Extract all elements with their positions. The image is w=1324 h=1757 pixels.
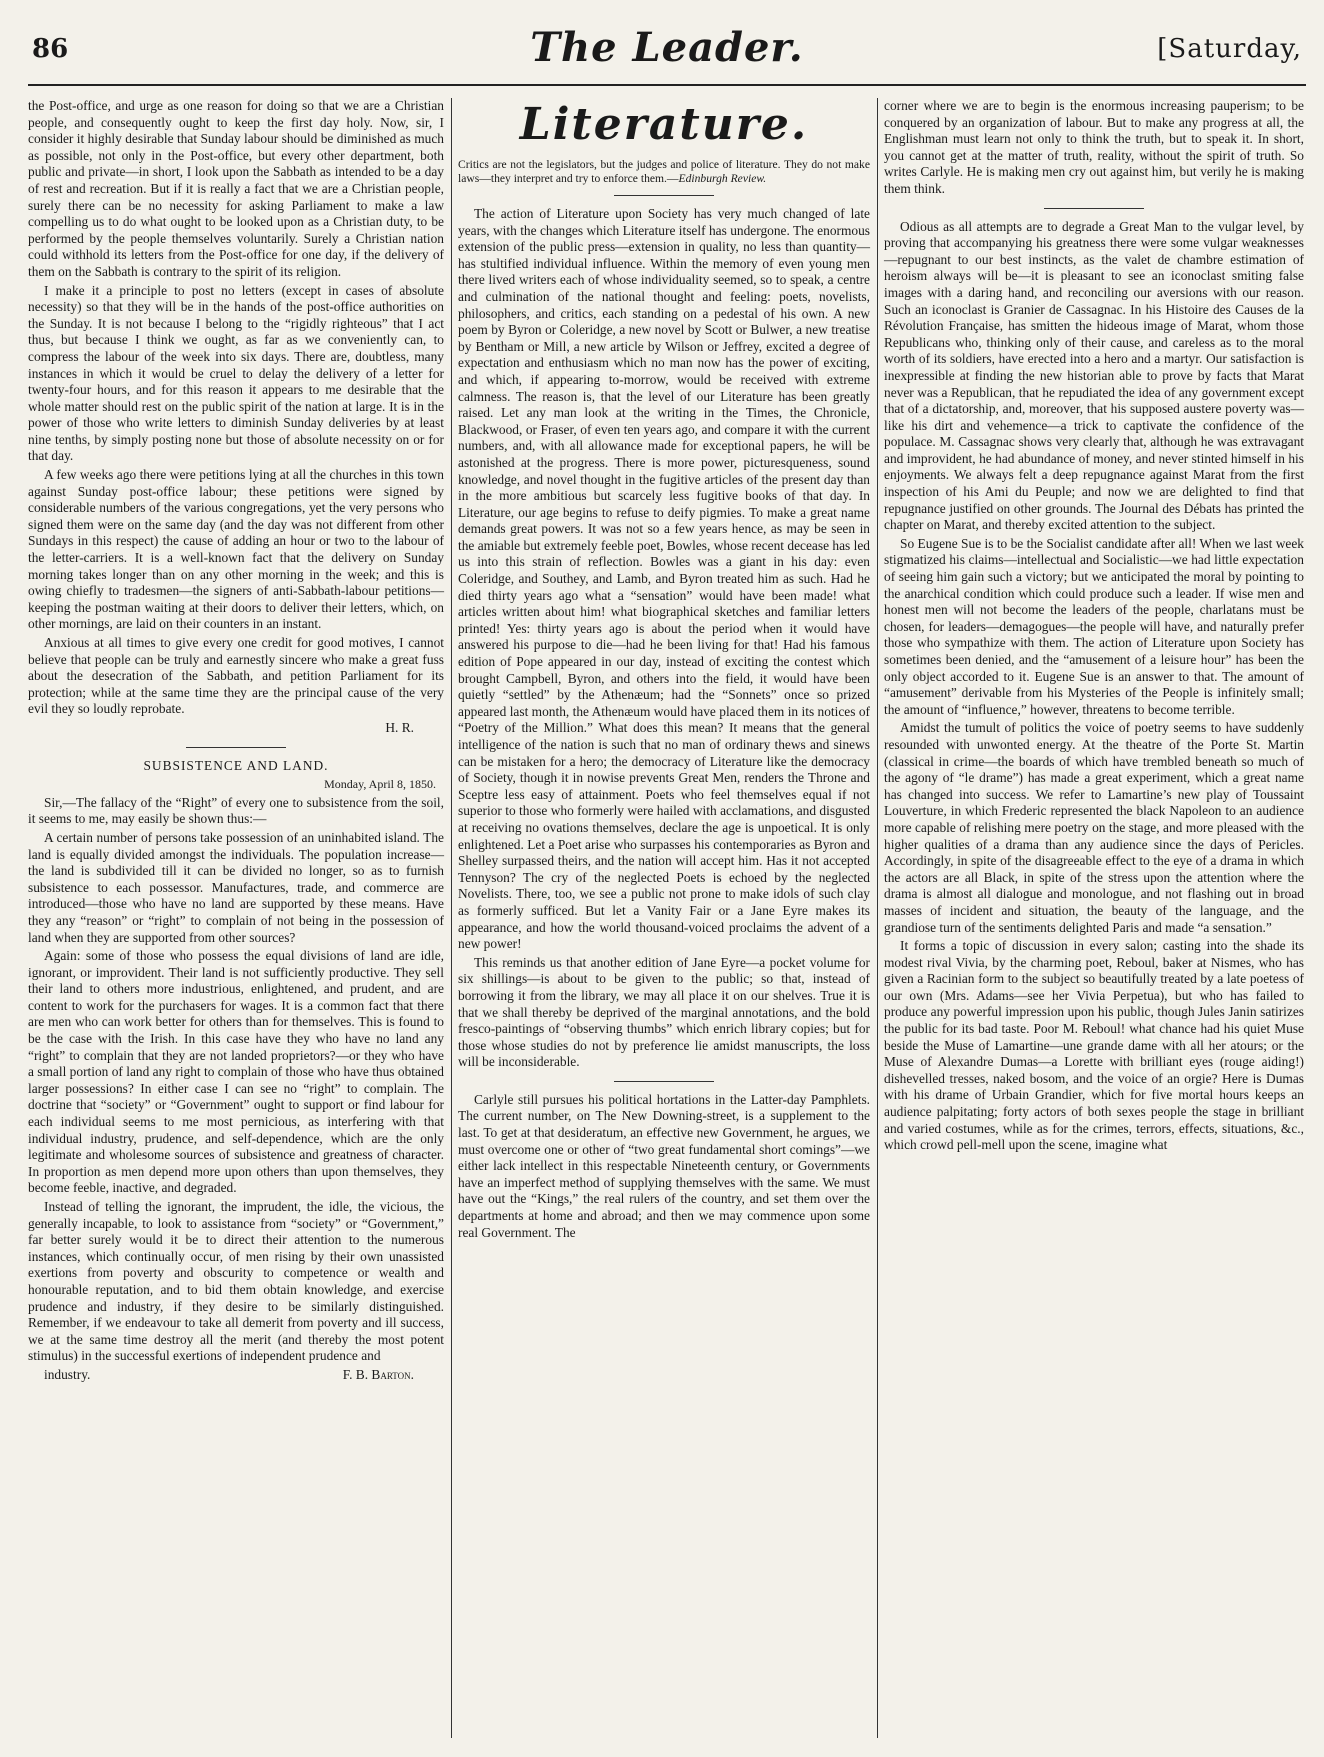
article-paragraph: Carlyle still pursues his political hortations in the Latter-day Pamphlets. The current number, on The New Downing-street, is a supplement to the last. To get at that desideratum, an effective new Government, he argues, we must overcome one or other of “two great fundamental short comings”—we either lack intellect in this respectable Nineteenth century, or Governments have an imperfect method of supplying themselves with the same. We must have out the “Kings,” the real rulers of the country, and set them over the departments at home and abroad; and then we may commence upon some real Government. The [458,1091,870,1240]
letter-paragraph: Sir,—The fallacy of the “Right” of every one to subsistence from the soil, it seems to me, may easily be shown thus:— [28,794,444,827]
signature-hr: H. R. [385,719,414,735]
article-paragraph: Amidst the tumult of politics the voice of poetry seems to have suddenly resounded with unwonted energy. At the theatre of the Porte St. Martin (classical in crime—the boards of which have trembled beneath so much of the agony of “le drame”) has made a great experiment, which a great name has changed into success. We refer to Lamartine’s new play of Toussaint Louverture, in which Frederic represented the black Napoleon to an audience more capable of relishing mere poetry on the stage, and more pleased with the higher qualities of a drama than any audience since the days of Pericles. Accordingly, in spite of the disagreeable effect to the eye of a drama in which the actors are all Black, in spite of the stress upon the attention where the drama is almost all dialogue and monologue, and not flashing out in broad masses of incident and situation, the beauty of the language, and the grandiose turn of the sentiments delighted Paris and made “a sensation.” [884,720,1304,935]
letter-paragraph: A few weeks ago there were petitions lying at all the churches in this town against Sunday post-office labour; these petitions were signed by considerable numbers of the various congregations, yet the very persons who signed them were on the same day (and the day was not different from other Sundays in this respect) the cause of adding an hour or two to the labour of the letter-carriers. It is a well-known fact that the delivery on Sunday morning takes longer than on any other morning in the week; and this is owing chiefly to tradesmen—the signers of anti-Sabbath-labour petitions—keeping the postman waiting at their doors to deliver their letters, which, on other mornings, are laid on their counters in an instant. [28,467,444,632]
epigraph-text: Critics are not the legislators, but the judges and police of literature. They do not make laws—they interpret and try to enforce them.— [458,158,870,185]
article-paragraph: So Eugene Sue is to be the Socialist candidate after all! When we last week stigmatized his claims—intellectual and Socialistic—we had little expectation of seeing him gain such a victory; but we anticipated the moral by pointing to the anarchical condition which could produce such a leader. If wise men and honest men will not become the leaders of the people, charlatans must be chosen, for leaders—demagogues—the people will have, and naturally prefer those who sympathize with them. The action of Literature upon Society has sometimes been denied, and the “amusement of a leisure hour” has been the only object accorded to it. Eugene Sue is an answer to that. The amount of “amusement” derivable from his Mysteries of the People is infinitely small; the amount of “influence,” however, threatens to become terrible. [884,535,1304,717]
closing-word: industry. [44,1366,91,1382]
article-paragraph: Odious as all attempts are to degrade a Great Man to the vulgar level, by proving that accompanying his greatness there were some vulgar weaknesses—repugnant to our best instincts, as the valet de chambre estimation of heroism always will be—it is pleasant to see an iconoclast smiting false images with a daring hand, and reconciling our aversions with our reason. Such an iconoclast is Granier de Cassagnac. In his Histoire des Causes de la Révolution Française, has smitten the hideous image of Marat, whom those Republicans who, thinking only of their cause, and careless as to the moral worth of its soldiers, have erected into a hero and a martyr. Our satisfaction is inexpressible at finding the new historian able to prove by facts that Marat never was a Republican, that he repudiated the idea of any government except that of a dictatorship, and, moreover, that his supposed austere poverty was—like his dirt and vehemence—a trick to captivate the confidence of the populace. M. Cassagnac shows very clearly that, although he was extravagant and improvident, he had abundance of money, and never stinted himself in his enjoyments. We always felt a deep repugnance against Marat from the first inspection of his Ami du Peuple; and now we are delighted to find that repugnance justified on other grounds. The Journal des Débats has printed the chapter on Marat, and thereby excited attention to the subject. [884,218,1304,533]
column-3 [884,98,1304,1156]
section-rule [186,747,286,748]
epigraph-source: Edinburgh Review. [678,171,767,185]
column-divider [877,98,878,1738]
letter-paragraph: the Post-office, and urge as one reason for doing so that we are a Christian people, and consequently ought to keep the first day holy. Now, sir, I consider it highly desirable that Sunday labour should be diminished as much as possible, not only in the Post-office, but every other department, both public and private—in short, I look upon the Sabbath as intended to be a day of rest and recreation. But if it is really a fact that we are a Christian people, surely there can be no necessity for asking Parliament to make a law compelling us to do what ought to be looked upon as a Christian duty, to be performed by the people themselves voluntarily. Surely a Christian nation could withhold its letters from the Post-office for one day, if the delivery of them on the Sabbath is contrary to the spirit of its religion. [28,98,444,279]
literature-section-title: Literature. [519,99,809,150]
section-rule [614,195,714,196]
letter-paragraph: Instead of telling the ignorant, the imprudent, the idle, the vicious, the generally incapable, to look to assistance from “society” or “Government,” far better surely would it be to direct their attention to the numerous instances, which continually occur, of men rising by their own unassisted exertions from poverty and obscurity to competence or wealth and honourable reputation, and to bid them obtain knowledge, and exercise prudence and industry, if they desire to be similarly distinguished. Remember, if we endeavour to take all demerit from poverty and ill success, we at the same time destroy all the merit (and thereby the most potent stimulus) in the successful exertions of independent prudence and [28,1199,444,1364]
issue-day: [Saturday, [1157,34,1302,64]
letter-dateline: Monday, April 8, 1850. [324,777,436,792]
letter-heading: SUBSISTENCE AND LAND. [143,757,329,773]
article-paragraph: The action of Literature upon Society has very much changed of late years, with the changes which Literature itself has undergone. The enormous extension of the public press—extension in quality, no less than quantity—has stultified individual influence. Within the memory of even young men there lived writers each of whose individuality seemed, so to speak, a centre and culmination of the national thought and feeling: poets, novelists, philosophers, and critics, each standing on a pedestal of his own. A new poem by Byron or Coleridge, a new novel by Scott or Bulwer, a new treatise by Bentham or Mill, a new article by Wilson or Jeffrey, excited a degree of expectation and enthusiasm which no man now has the power of exciting, and which, if appearing to-morrow, would be received with extreme calmness. The reason is, that the level of our Literature has been greatly raised. Let any man look at the writing in the Times, the Chronicle, Blackwood, or Fraser, of even ten years ago, and compare it with the current numbers, and, with all allowance made for exceptional papers, he will be astonished at the progress. There is more power, picturesqueness, sound knowledge, and novel thought in the fugitive articles of the present day than in the more ambitious but scarcely less fugitive books of that day. In Literature, our age begins to refuse to deify pigmies. To make a great name demands great powers. It was not so a few years hence, as may be seen in the amiable but extremely feeble poet, Bowles, whose recent decease has led us into this strain of reflection. Bowles was a giant in his day: even Coleridge, and Southey, and Lamb, and Byron treated him as such. Had he died thirty years ago what a “sensation” would have been made! what articles written about him! what biographical sketches and familiar letters printed! Yes: thirty years ago is about the period when it would have answered his purpose to die—had he been living for that! Had his famous edition of Pope appeared in our day, instead of exciting the contest which brought Campbell, Byron, and others into the field, it would have been quietly “settled” by the Athenæum; had the “Sonnets” once so prized appeared last month, the Athenæum would have placed them in its notices of “Poetry of the Million.” What does this mean? It means that the general intelligence of the nation is such that no man of ordinary thews and sinews can be mistaken for a hero; the democracy of Literature like the democracy of Society, though it in nowise prevents Great Men, renders the Throne and Sceptre less easy of attainment. Poets who feel themselves equal if not superior to those who formerly were hailed with acclamations, and disgusted at receiving no ovations themselves, declare the age is unpoetical. It is only enlightened. Let a Poet arise who surpasses his contemporaries as Byron and Shelley surpassed theirs, and the nation will accept him. Has it not accepted Tennyson? The cry of the neglected Poets is echoed by the neglected Novelists. There, too, we see a public not prone to make idols of such clay as formerly sufficed. But let a Vanity Fair or a Jane Eyre makes its appearance, and how the world thousand-voiced proclaims the advent of a new power! [458,206,870,952]
letter-paragraph: A certain number of persons take possession of an uninhabited island. The land is equally divided amongst the individuals. The population increase—the land is subdivided till it can be divided no longer, so as to furnish subsistence to each possessor. Manufactures, trade, and commerce are introduced—those who have no land are supported by these means. Have they any “reason” or “right” to complain of not being in the possession of land when they are supported from other sources? [28,829,444,945]
column-divider [451,98,452,1738]
column-1 [28,98,444,1386]
page-number: 86 [32,34,69,64]
column-2 [458,98,870,1243]
epigraph [458,158,870,185]
signature-row [28,720,444,737]
section-rule [614,1081,714,1082]
article-paragraph: This reminds us that another edition of Jane Eyre—a pocket volume for six shillings—is about to be given to the public; so that, instead of borrowing it from the library, we may all place it on our shelves. True it is that we shall thereby be deprived of the marginal annotations, and the bold fresco-paintings of “observing thumbs” which enrich library copies; but for those whose studies do not by preference lie amidst manuscripts, the loss will be inconsiderable. [458,954,870,1070]
masthead [28,20,1306,86]
newspaper-title: The Leader. [530,24,804,71]
signature-row [28,1367,444,1384]
signature-barton: F. B. Barton. [342,1366,414,1382]
letter-paragraph: Again: some of those who possess the equal divisions of land are idle, ignorant, or improvident. Their land is not sufficiently productive. They sell their land to others more industrious, enlightened, and prudent, and are content to work for the purchasers for wages. It is a common fact that there are men who can work better for others than for themselves. This is found to be the case with the Irish. In this case have they who have no land any “right” to complain that they are not landed proprietors?—or they who have a small portion of land any right to complain of those who have thus obtained larger possessions? In either case I can see no “right” to complain. The doctrine that “society” or “Government” ought to support or find labour for each individual seems to me most pernicious, as interfering with that individual industry, prudence, and self-dependence, which are the only legitimate and wholesome sources of subsistence and greatness of character. In proportion as men depend more upon others than upon themselves, they become feeble, inactive, and degraded. [28,948,444,1196]
article-paragraph: corner where we are to begin is the enormous increasing pauperism; to be conquered by an organization of labour. But to make any progress at all, the Englishman must learn not only to think the truth, but to speak it. In short, you cannot get at the matter of truth, reality, without the spirit of truth. So writes Carlyle. He is making men cry out against him, but verily he is making them think. [884,98,1304,196]
letter-paragraph: I make it a principle to post no letters (except in cases of absolute necessity) so that they will be in the hands of the post-office authorities on the Sunday. It is not because I belong to the “rigidly righteous” that I act thus, but because I think we ought, as far as we conveniently can, to compress the labour of the week into six days. There are, doubtless, many instances in which it would be cruel to delay the delivery of a letter for twenty-four hours, and for this reason it appears to me desirable that the whole matter should rest on the public spirit of the nation at large. It is in the power of those who write letters to diminish Sunday deliveries by at least nine tenths, by simply posting none but those of absolute necessity on or for that day. [28,282,444,464]
letter-paragraph: Anxious at all times to give every one credit for good motives, I cannot believe that people can be truly and earnestly sincere who make a great fuss about the desecration of the Sabbath, and petition Parliament for its protection; while at the same time they are the principal cause of the very evil they so loudly reprobate. [28,635,444,717]
article-paragraph: It forms a topic of discussion in every salon; casting into the shade its modest rival Vivia, by the charming poet, Reboul, baker at Nismes, who has given a Racinian form to the subject so beautifully treated by a late poetess of our own (Mrs. Adams—see her Vivia Perpetua), but who has failed to produce any powerful impression upon his public, though Jules Janin satirizes the public for its bad taste. Poor M. Reboul! what chance had his quiet Muse beside the Muse of Lamartine—une grande dame with all her atours; or the Muse of Alexandre Dumas—a Lorette with brilliant eyes (rouge aiding!) dishevelled tresses, naked bosom, and the voice of an orgie? Here is Dumas with his drame of Urbain Grandier, which for five mortal hours keeps an audience palpitating; forty actors of both sexes people the stage in brilliant and varied costumes, while as for the crimes, terrors, effects, situations, &c., which crowd pell-mell upon the scene, imagine what [884,938,1304,1153]
section-rule [1044,208,1144,209]
